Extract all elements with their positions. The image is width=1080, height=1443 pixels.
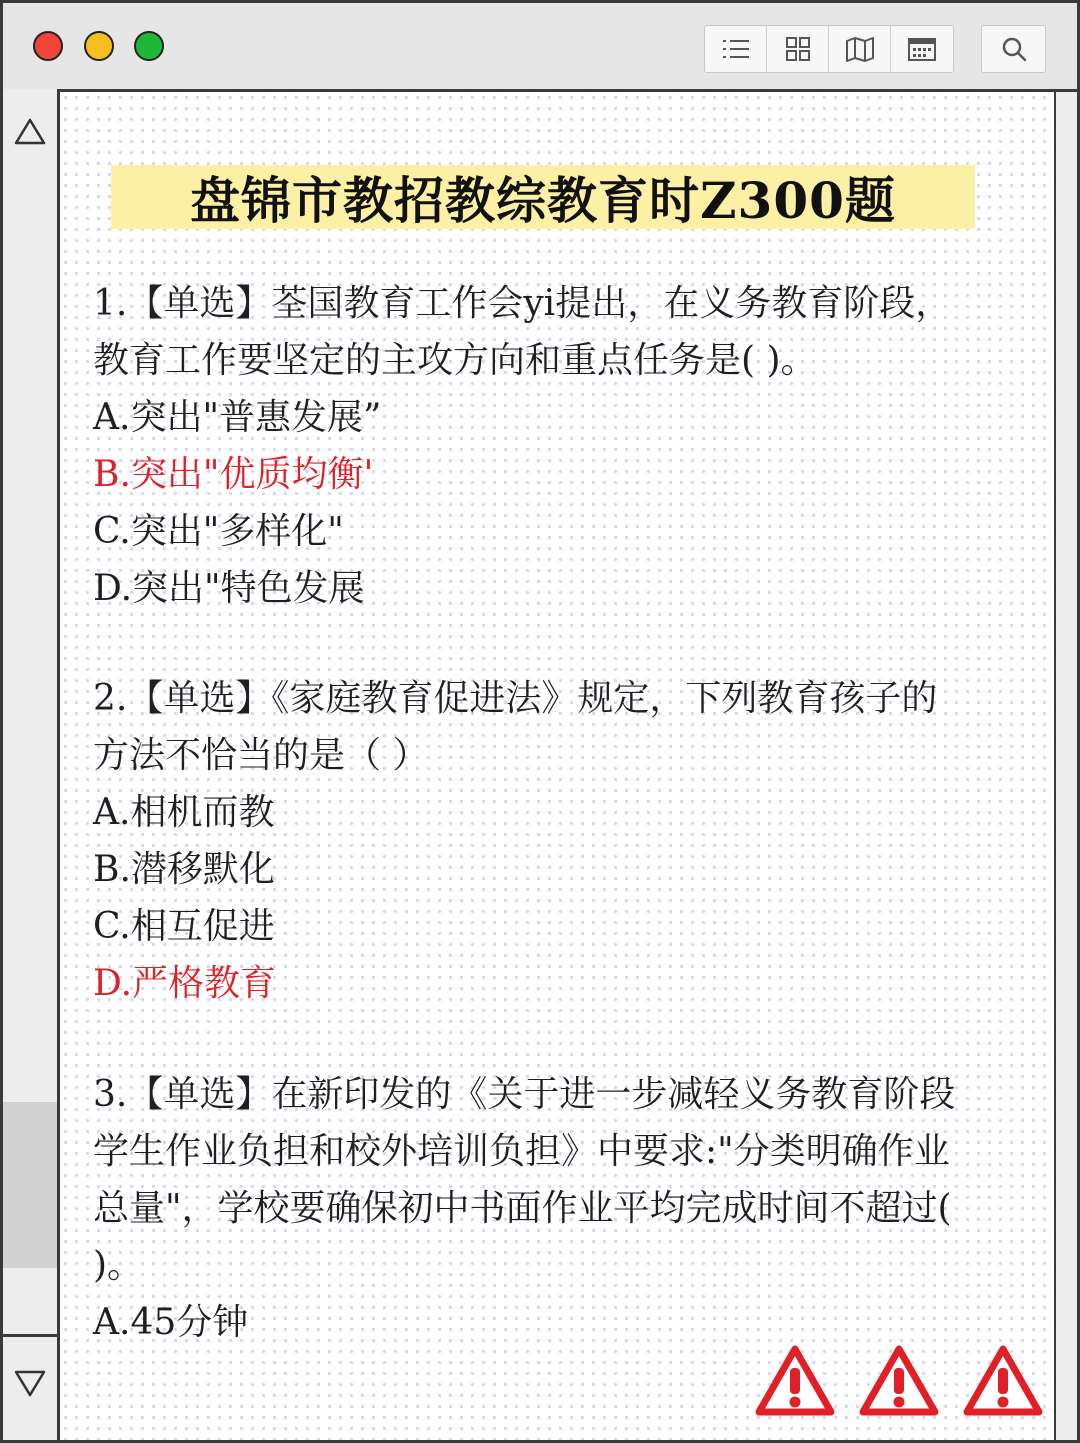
grid-view-button[interactable] xyxy=(767,26,829,72)
scroll-divider xyxy=(3,1334,57,1337)
warning-icon xyxy=(963,1344,1043,1418)
close-button[interactable] xyxy=(33,31,63,61)
question-stem-line: 2.【单选】《家庭教育促进法》规定，下列教育孩子的 xyxy=(93,678,938,719)
option-a: A.45分钟 xyxy=(93,1302,249,1343)
triangle-up-icon xyxy=(13,116,47,146)
map-icon xyxy=(845,36,875,62)
option-d-answer: D.严格教育 xyxy=(93,963,277,1004)
option-b-answer: B.突出"优质均衡' xyxy=(93,454,374,495)
scroll-down-button[interactable] xyxy=(3,1349,57,1419)
question-1 xyxy=(93,275,1043,617)
question-stem-line: )。 xyxy=(93,1245,144,1286)
title-bar xyxy=(3,3,1077,92)
maximize-button[interactable] xyxy=(134,31,164,61)
page-title: 盘锦市教招教综教育时Z300题 xyxy=(190,171,896,230)
calendar-view-button[interactable] xyxy=(891,26,953,72)
triangle-down-icon xyxy=(13,1369,47,1399)
right-border xyxy=(1054,92,1080,1443)
list-view-icon xyxy=(721,37,751,61)
question-stem-line: 3.【单选】在新印发的《关于进一步减轻义务教育阶段 xyxy=(93,1074,956,1115)
scroll-thumb[interactable] xyxy=(3,1102,57,1268)
map-view-button[interactable] xyxy=(829,26,891,72)
question-3 xyxy=(93,1066,1043,1351)
option-b: B.潜移默化 xyxy=(93,849,275,890)
search-icon xyxy=(1000,35,1028,63)
view-toolbar xyxy=(704,25,954,73)
grid-view-icon xyxy=(785,36,811,62)
minimize-button[interactable] xyxy=(84,31,114,61)
title-banner xyxy=(111,165,975,229)
warning-icon xyxy=(859,1344,939,1418)
warning-icons xyxy=(755,1344,1043,1418)
option-a: A.突出"普惠发展” xyxy=(93,397,382,438)
document-content xyxy=(60,92,1054,1443)
option-d: D.突出"特色发展 xyxy=(93,568,365,609)
warning-icon xyxy=(755,1344,835,1418)
calendar-icon xyxy=(907,36,937,62)
search-button[interactable] xyxy=(981,25,1046,73)
question-stem-line: 方法不恰当的是（ ） xyxy=(93,735,429,776)
question-stem-line: 学生作业负担和校外培训负担》中要求:"分类明确作业 xyxy=(93,1131,950,1172)
scroll-up-button[interactable] xyxy=(3,89,57,173)
option-c: C.相互促进 xyxy=(93,906,275,947)
question-2 xyxy=(93,670,1043,1012)
question-stem-line: 1.【单选】荃国教育工作会yi提出，在义务教育阶段， xyxy=(93,283,952,324)
option-a: A.相机而教 xyxy=(93,792,275,833)
question-stem-line: 教育工作要坚定的主攻方向和重点任务是( )。 xyxy=(93,340,817,381)
question-stem-line: 总量"，学校要确保初中书面作业平均完成时间不超过( xyxy=(93,1188,952,1229)
left-scrollbar xyxy=(3,89,60,1440)
option-c: C.突出"多样化" xyxy=(93,511,344,552)
list-view-button[interactable] xyxy=(705,26,767,72)
